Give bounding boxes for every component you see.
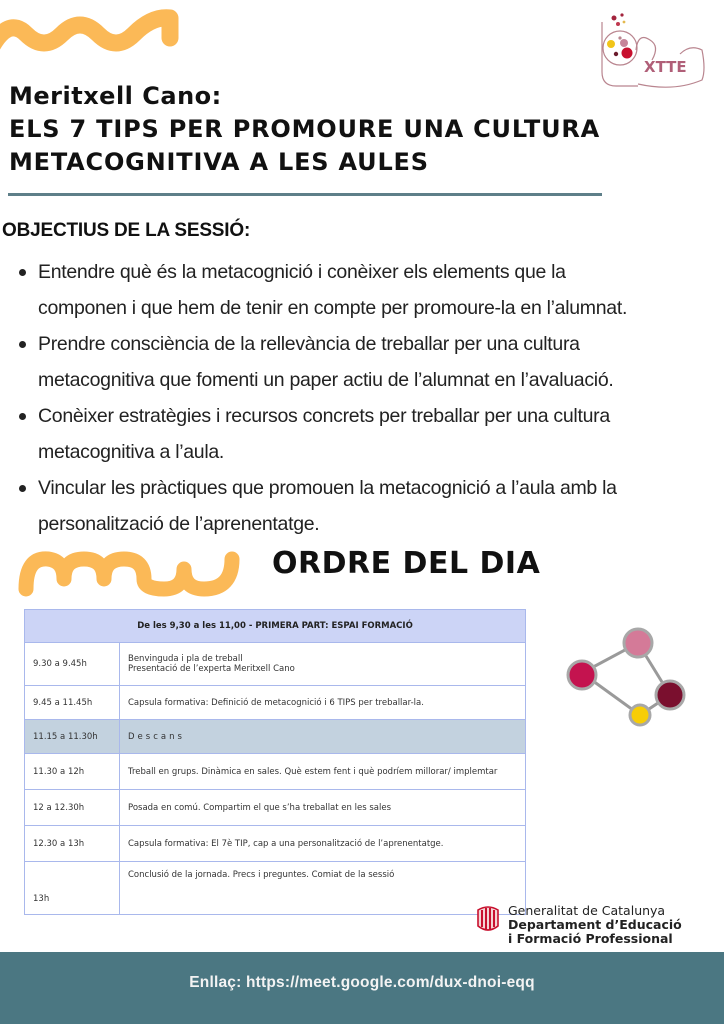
logo-text: XTTE [644, 58, 687, 76]
objective-item [18, 470, 724, 542]
objective-text: Conèixer estratègies i recursos concrets per treballar per una cultura [38, 405, 610, 427]
objectives-list [18, 254, 724, 542]
catalan-shield-icon [476, 906, 500, 932]
row-description-line: Benvinguda i pla de treball [128, 654, 243, 664]
objective-text: Entendre què és la metacognició i conèixer els elements que la [38, 261, 566, 283]
row-description: Conclusió de la jornada. Precs i preguntes. Comiat de la sessió [120, 862, 526, 915]
row-description: Treball en grups. Dinàmica en sales. Què estem fent i què podríem millorar/ implemtar [120, 754, 526, 790]
objective-item [18, 398, 724, 470]
row-time: 11.30 a 12h [25, 754, 120, 790]
title-divider [8, 193, 602, 196]
objective-text: personalització de l’aprenentatge. [38, 513, 320, 535]
objectives-heading: OBJECTIUS DE LA SESSIÓ: [2, 220, 251, 241]
table-row [25, 790, 526, 826]
table-header-row [25, 610, 526, 643]
objective-text: Vincular les pràctiques que promouen la metacognició a l’aula amb la [38, 477, 617, 499]
row-description [120, 643, 526, 686]
footer-bar [0, 952, 724, 1024]
page-title [9, 80, 600, 179]
row-time: 12 a 12.30h [25, 790, 120, 826]
row-description: Posada en comú. Compartim el que s’ha treballat en les sales [120, 790, 526, 826]
row-description: Capsula formativa: El 7è TIP, cap a una personalització de l’aprenentatge. [120, 826, 526, 862]
gencat-line-2: Departament d’Educació [508, 917, 682, 932]
table-row [25, 643, 526, 686]
table-row [25, 686, 526, 720]
objective-text: metacognitiva a l’aula. [38, 441, 225, 463]
wave-decoration-top [0, 8, 190, 68]
row-time: 11.15 a 11.30h [25, 720, 120, 754]
row-description: Descans [120, 720, 526, 754]
network-graph-icon [560, 625, 692, 729]
title-line-2: METACOGNITIVA A LES AULES [9, 148, 429, 176]
meeting-link[interactable]: Enllaç: https://meet.google.com/dux-dnoi-eqq [189, 974, 535, 991]
row-description: Capsula formativa: Definició de metacognició i 6 TIPS per treballar-la. [120, 686, 526, 720]
speaker-name: Meritxell Cano: [9, 82, 222, 110]
table-header: De les 9,30 a les 11,00 - PRIMERA PART: ESPAI FORMACIÓ [25, 610, 526, 643]
row-time: 12.30 a 13h [25, 826, 120, 862]
agenda-title: ORDRE DEL DIA [272, 546, 541, 581]
schedule-table [24, 609, 526, 915]
lab-xtte-logo [594, 10, 712, 92]
row-time: 9.30 a 9.45h [25, 643, 120, 686]
table-row-break [25, 720, 526, 754]
objective-text: Prendre consciència de la rellevància de treballar per una cultura [38, 333, 580, 355]
table-row [25, 754, 526, 790]
wave-decoration-agenda [18, 549, 250, 599]
gencat-line-3: i Formació Professional [508, 931, 673, 946]
row-time: 9.45 a 11.45h [25, 686, 120, 720]
gencat-line-1: Generalitat de Catalunya [508, 903, 666, 918]
table-row [25, 862, 526, 915]
table-row [25, 826, 526, 862]
row-description-line: Presentació de l’experta Meritxell Cano [128, 664, 295, 674]
generalitat-logo [476, 904, 716, 948]
objective-item [18, 326, 724, 398]
row-time: 13h [25, 862, 120, 915]
title-line-1: ELS 7 TIPS PER PROMOURE UNA CULTURA [9, 115, 601, 143]
objective-text: metacognitiva que fomenti un paper actiu de l’alumnat en l’avaluació. [38, 369, 614, 391]
objective-item [18, 254, 724, 326]
objective-text: componen i que hem de tenir en compte per promoure-la en l’alumnat. [38, 297, 628, 319]
